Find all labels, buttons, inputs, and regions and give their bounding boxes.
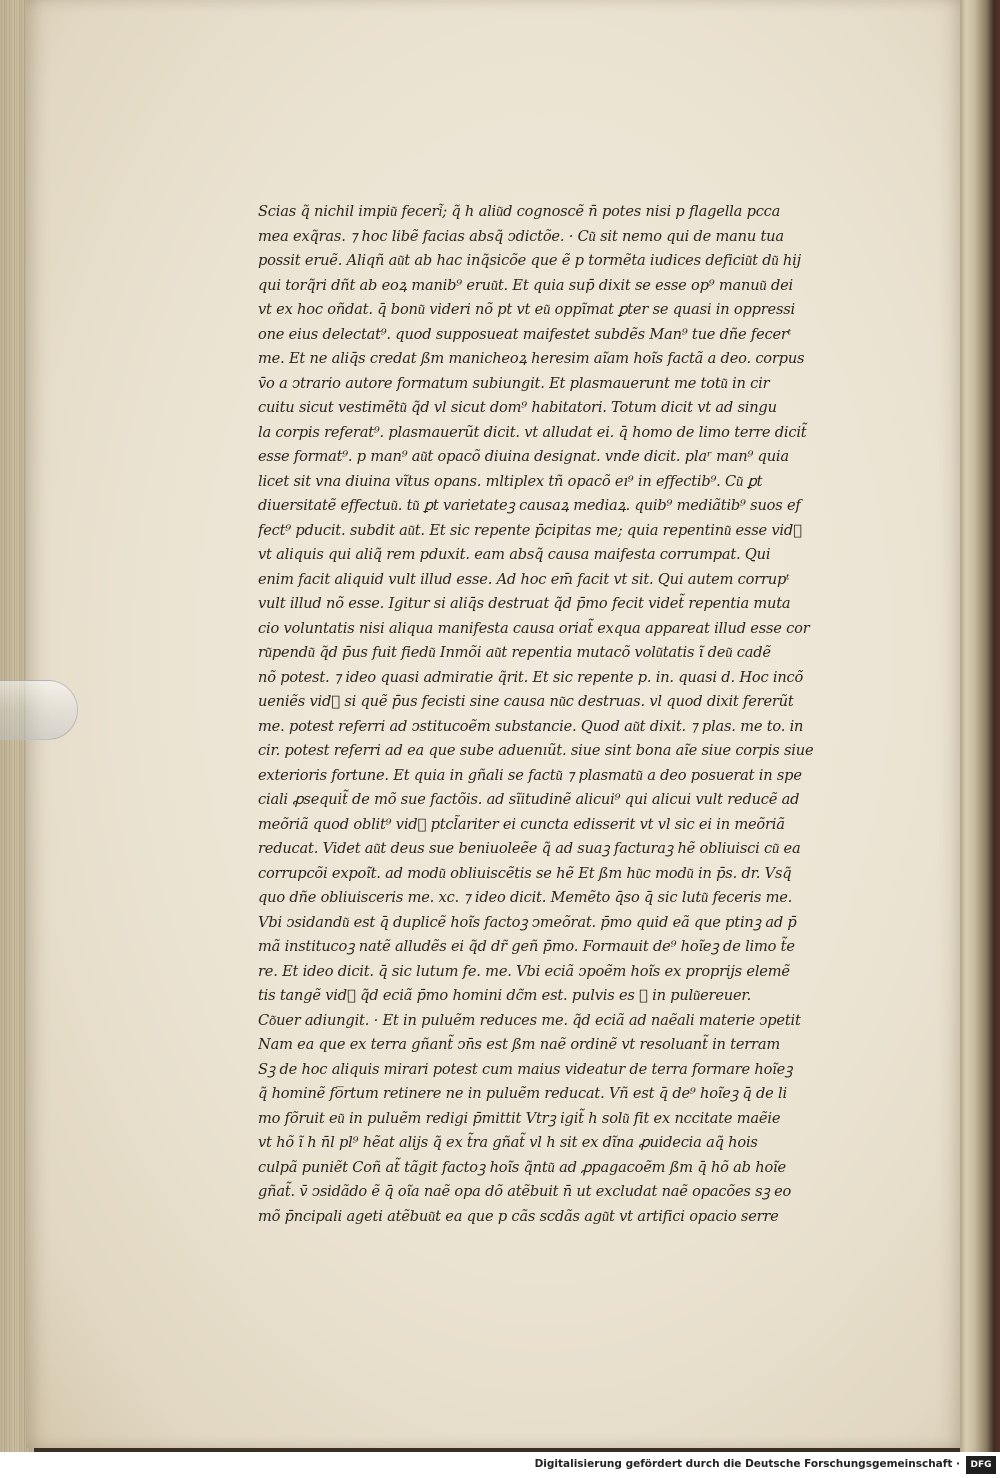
text-line: cir. potest referri ad ea que sube aduenıũt. siue sint bona aı̃e siue corpis siue [258, 742, 814, 759]
text-line: meõriã quod oblit⁹ vidᷓ ptcl̃ariter ei cuncta edisserit vt vl sic ei in meõriã [258, 815, 785, 833]
text-line: vt ex hoc oñdat. q̄ bonu͂ videri nõ pt vt eu͂ oppĩmat ꝑter se quasi in oppressi [258, 301, 796, 318]
text-line: licet sit vna diuina vĩtus opans. mltiplex tñ opacõ eı⁹ in effectib⁹. Cu͂ ꝑt [258, 472, 763, 490]
funding-credit: Digitalisierung gefördert durch die Deutsche Forschungsgemeinschaft · [534, 1458, 960, 1470]
text-line: la corpis referat⁹. plasmauerũt dicit. vt alludat ei. q̄ homo de limo terre dicit̃ [258, 423, 807, 441]
text-line: vult illud nõ esse. Igitur si aliq̄s destruat q̃d p̄mo fecit videt̃ repentia muta [258, 595, 791, 612]
text-line: Vbi ↄsidandu͂ est q̄ duplicẽ hoı̃s factoꝫ ↄmeõrat. p̄mo quid eã que ptinꝫ ad p̄ [258, 913, 797, 931]
text-line: Scias q̃ nichil impiu͂ feceri͂; q̃ h aliu͂d cognoscẽ n̄ potes nisi p flagella pcca [258, 203, 781, 220]
text-line: vt aliquis qui aliq̃ rem pduxit. eam absq̃ causa maifesta corrumpat. Qui [258, 546, 771, 563]
text-line: diuersitatẽ effectuu͂. tu͂ ꝑt varietateꝫ causaꝝ mediaꝝ. quib⁹ mediãtib⁹ suos ef [258, 497, 801, 514]
text-line: one eius delectat⁹. quod supposueat maifestet subdẽs Man⁹ tue dñe fecerᵗ [258, 325, 792, 343]
text-line: enim facit aliquid vult illud esse. Ad hoc em̄ facit vt sit. Qui autem corrupᵗ [258, 570, 790, 588]
text-line: ciali ꝓsequit̃ de mõ sue factõis. ad sĩitudinẽ alicui⁹ qui alicui vult reducẽ ad [258, 791, 800, 808]
text-line: v̄o a ↄtrario autore formatum subiungit. Et plasmauerunt me totu͂ in cir [258, 374, 770, 392]
text-line: re. Et ideo dicit. q̄ sic lutum fe. me. Vbi eciã ↄpoẽm hoı̃s ex proprijs elemẽ [258, 962, 790, 980]
footer-bar [0, 1452, 1000, 1478]
text-line: ru͂pendu͂ q̃d p̄us fuit fiedu͂ Inmõi au͂t repentia mutacõ volu͂tatis ĩ deu͂ cadẽ [258, 644, 771, 661]
text-line: gñat̃. v̄ ↄsidãdo ẽ q̄ oı̃a naẽ opa dõ atẽbuit n̄ ut excludat naẽ opacões sꝫ eo [258, 1183, 792, 1200]
text-column [258, 200, 888, 1229]
book-binding-edge [960, 0, 1000, 1452]
text-line: mea exq̃ras. ⁊ hoc libẽ facias absq̃ ↄdictõe. · Cu͂ sit nemo qui de manu tua [258, 227, 784, 245]
text-line: exterioris fortune. Et quia in gñali se factu͂ ⁊ plasmatu͂ a deo posuerat in spe [258, 766, 802, 784]
text-line: mã institucoꝫ natẽ alludẽs ei q̃d dr̃ geñ p̄mo. Formauit de⁹ hoı̃eꝫ de limo t̃e [258, 938, 795, 955]
text-line: cio voluntatis nisi aliqua manifesta causa oriat̃ exqua appareat illud esse cor [258, 619, 810, 637]
text-line: mõ p̄ncipali ageti atẽbuu͂t ea que p cãs scdãs agu͂t vt artifici opacio serre [258, 1207, 779, 1225]
text-line: fect⁹ pducit. subdit au͂t. Et sic repente p̄cipitas me; quia repentinu͂ esse vidᷓ [258, 521, 802, 539]
text-line: esse format⁹. p man⁹ au͂t opacõ diuina designat. vnde dicit. plaʳ man⁹ quia [258, 448, 789, 465]
text-line: nõ potest. ⁊ ideo quasi admiratie q̃rit. Et sic repente p. in. quasi d. Hoc incõ [258, 668, 804, 686]
text-line: q̃ hominẽ fo̅rtum retinere ne in puluẽm reducat. Vñ est q̄ de⁹ hoı̃eꝫ q̄ de li [258, 1085, 787, 1102]
text-line: ueniẽs vidᷓ si quẽ p̄us fecisti sine causa nu͂c destruas. vl quod dixit fererũt [258, 693, 794, 710]
text-line: corrupcõi expoı̃t. ad modu͂ obliuiscẽtis se hẽ Et ßm hu͂c modu͂ in p̄s. dr. Vsq̃ [258, 864, 792, 882]
text-line: possit eruẽ. Aliqñ au͂t ab hac inq̃sicõe que ẽ p tormẽta iudices deficiu͂t du͂ hij [258, 252, 801, 269]
text-line: Nam ea que ex terra gñant̃ ↄn̄s est ßm naẽ ordinẽ vt resoluant̃ in terram [258, 1036, 780, 1053]
text-line: reducat. Videt au͂t deus sue beniuoleẽe q̃ ad suaꝫ facturaꝫ hẽ obliuisci cu͂ ea [258, 840, 801, 857]
page-clip [0, 680, 78, 740]
text-line: me. potest referri ad ↄstitucoẽm substancie. Quod au͂t dixit. ⁊ plas. me to. in [258, 717, 804, 735]
text-line: culpã puniẽt Coñ at̃ tãgit factoꝫ hoı̃s q̃ntu͂ ad ꝓpagacoẽm ßm q̄ hõ ab hoı̃e [258, 1158, 786, 1176]
text-line: mo fõruit eu͂ in puluẽm redigi p̄mittit Vtrꝫ igit̃ h solu͂ fit ex nccitate maẽie [258, 1109, 781, 1127]
text-line: vt hõ ĩ h n̄l pl⁹ hẽat alijs q̃ ex t̃ra gñat̃ vl h sit ex dĩna ꝓuidecia aq̃ hois [258, 1134, 758, 1151]
text-line: Co͂uer adiungit. · Et in puluẽm reduces me. q̃d eciã ad naẽali materie ↄpetit [258, 1011, 801, 1029]
text-line: cuitu sicut vestimẽtu͂ q̃d vl sicut dom⁹ habitatori. Totum dicit vt ad singu [258, 399, 777, 416]
text-line: quo dñe obliuisceris me. xc. ⁊ ideo dicit. Memẽto q̄so q̄ sic lutu͂ feceris me. [258, 889, 793, 906]
text-line: tis tangẽ vidᷓ q̃d eciã p̄mo homini dc̃m est. pulvis es ⁊ in pulu͂ereuer. [258, 987, 752, 1004]
text-line: qui torq̃ri dñt ab eoꝝ manib⁹ eruu͂t. Et quia sup̄ dixit se esse op⁹ manuu͂ dei [258, 276, 793, 294]
text-line: Sꝫ de hoc aliquis mirari potest cum maius videatur de terra formare hoı̃eꝫ [258, 1060, 793, 1078]
dfg-logo: DFG [966, 1456, 996, 1474]
text-line: me. Et ne aliq̄s credat ßm manicheoꝝ heresim aı̃am hoı̃s factã a deo. corpus [258, 350, 805, 367]
